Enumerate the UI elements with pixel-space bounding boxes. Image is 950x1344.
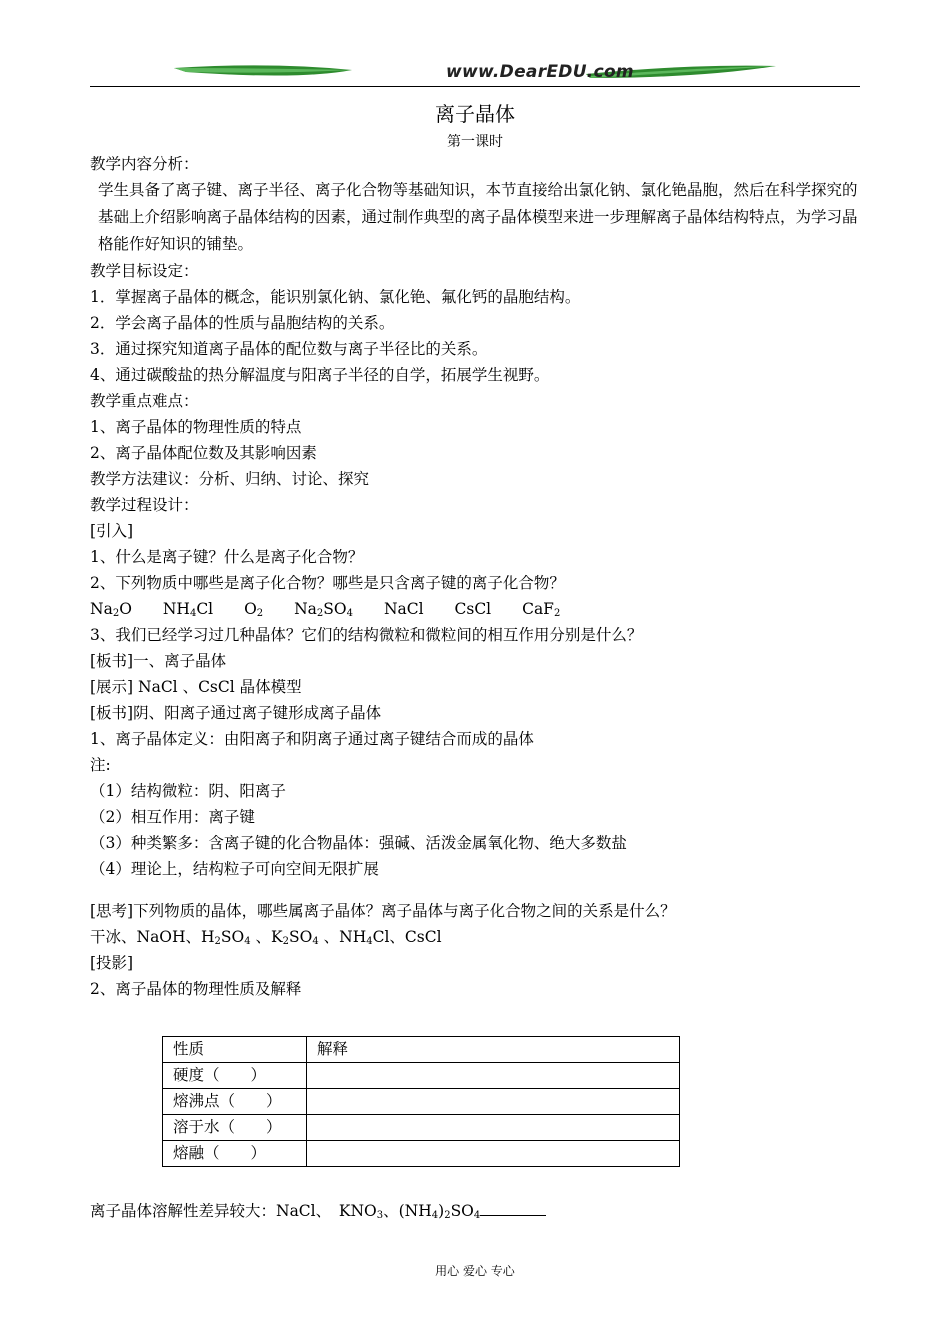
goal-item: 4、通过碳酸盐的热分解温度与阳离子半径的自学，拓展学生视野。 <box>90 366 550 384</box>
note-item: （4）理论上，结构粒子可向空间无限扩展 <box>90 860 379 878</box>
goals-heading: 教学目标设定： <box>90 262 199 280</box>
table-header-row <box>163 1037 680 1063</box>
note-heading: 注: <box>90 756 111 774</box>
spacer <box>90 882 870 898</box>
key-points-heading: 教学重点难点： <box>90 392 199 410</box>
think-substances: 干冰、NaOH、$H_2SO_4$ 、$K_2SO_4$ 、$NH_4Cl$、CsCl <box>90 928 442 947</box>
table-header-cell: 性质 <box>163 1037 307 1063</box>
question-2: 2、下列物质中哪些是离子化合物？哪些是只含离子键的离子化合物？ <box>90 574 565 592</box>
note-item: （3）种类繁多：含离子键的化合物晶体：强碱、活泼金属氧化物、绝大多数盐 <box>90 834 627 852</box>
table-row <box>163 1141 680 1167</box>
table-cell: 硬度（ ） <box>163 1063 307 1089</box>
table-cell <box>307 1089 680 1115</box>
banner-site-name: www.DearEDU.com <box>446 62 634 82</box>
key-point-item: 1、离子晶体的物理性质的特点 <box>90 418 302 436</box>
table-cell <box>307 1063 680 1089</box>
page-footer: 用心 爱心 专心 <box>435 1264 515 1278</box>
document-title: 离子晶体 <box>435 102 515 126</box>
content-analysis-heading: 教学内容分析： <box>90 155 199 173</box>
answer-blank <box>480 1201 546 1216</box>
formula-cscl: CsCl <box>454 600 492 618</box>
definition-line: 1、离子晶体定义：由阳离子和阴离子通过离子键结合而成的晶体 <box>90 730 534 748</box>
table-cell <box>307 1141 680 1167</box>
properties-heading: 2、离子晶体的物理性质及解释 <box>90 980 302 998</box>
document-subtitle: 第一课时 <box>447 134 503 150</box>
goal-item: 2．学会离子晶体的性质与晶胞结构的关系。 <box>90 314 395 332</box>
content-analysis-paragraph: 学生具备了离子键、离子半径、离子化合物等基础知识，本节直接给出氯化钠、氯化铯晶胞，然后在科学探究的基础上介绍影响离子晶体结构的因素，通过制作典型的离子晶体模型来进一步理解离子晶体结构特点，为学习晶格能作好知识的铺垫。 <box>98 181 858 253</box>
think-question: [思考]下列物质的晶体，哪些属离子晶体？离子晶体与离子化合物之间的关系是什么？ <box>90 902 676 920</box>
formula-nacl: NaCl <box>383 600 424 618</box>
header-rule <box>90 86 860 87</box>
table-cell: 熔融（ ） <box>163 1141 307 1167</box>
note-item: （2）相互作用：离子键 <box>90 808 255 826</box>
table-cell <box>307 1115 680 1141</box>
projection-tag: [投影] <box>90 954 134 972</box>
goal-item: 1．掌握离子晶体的概念，能识别氯化钠、氯化铯、氟化钙的晶胞结构。 <box>90 288 581 306</box>
table-row <box>163 1089 680 1115</box>
key-point-item: 2、离子晶体配位数及其影响因素 <box>90 444 317 462</box>
formula-o2: $O_2$ <box>244 600 264 619</box>
properties-table <box>162 1036 680 1167</box>
intro-tag: [引入] <box>90 522 134 540</box>
formula-nh4cl: $NH_4Cl$ <box>162 600 214 619</box>
solubility-line: 离子晶体溶解性差异较大：NaCl、 $KNO_3$、$(NH_4)_2SO_4$ <box>90 1199 546 1221</box>
table-cell: 熔沸点（ ） <box>163 1089 307 1115</box>
show-note: [展示] NaCl 、CsCl 晶体模型 <box>90 678 302 696</box>
formula-na2o: $Na_2O$ <box>90 600 132 619</box>
table-cell: 溶于水（ ） <box>163 1115 307 1141</box>
table-header-cell: 解释 <box>307 1037 680 1063</box>
table-row <box>163 1115 680 1141</box>
goal-item: 3．通过探究知道离子晶体的配位数与离子半径比的关系。 <box>90 340 488 358</box>
question-3: 3、我们已经学习过几种晶体？它们的结构微粒和微粒间的相互作用分别是什么？ <box>90 626 643 644</box>
formula-caf2: CaF$_2$ <box>522 600 561 619</box>
note-item: （1）结构微粒：阴、阳离子 <box>90 782 286 800</box>
board-note-1: [板书]一、离子晶体 <box>90 652 227 670</box>
process-heading: 教学过程设计： <box>90 496 199 514</box>
method-line: 教学方法建议：分析、归纳、讨论、探究 <box>90 470 370 488</box>
document-body <box>90 151 870 1002</box>
formula-list <box>90 596 870 622</box>
table-row <box>163 1063 680 1089</box>
board-note-2: [板书]阴、阳离子通过离子键形成离子晶体 <box>90 704 382 722</box>
question-1: 1、什么是离子键？什么是离子化合物？ <box>90 548 364 566</box>
formula-na2so4: $Na_2SO_4$ <box>294 600 353 619</box>
